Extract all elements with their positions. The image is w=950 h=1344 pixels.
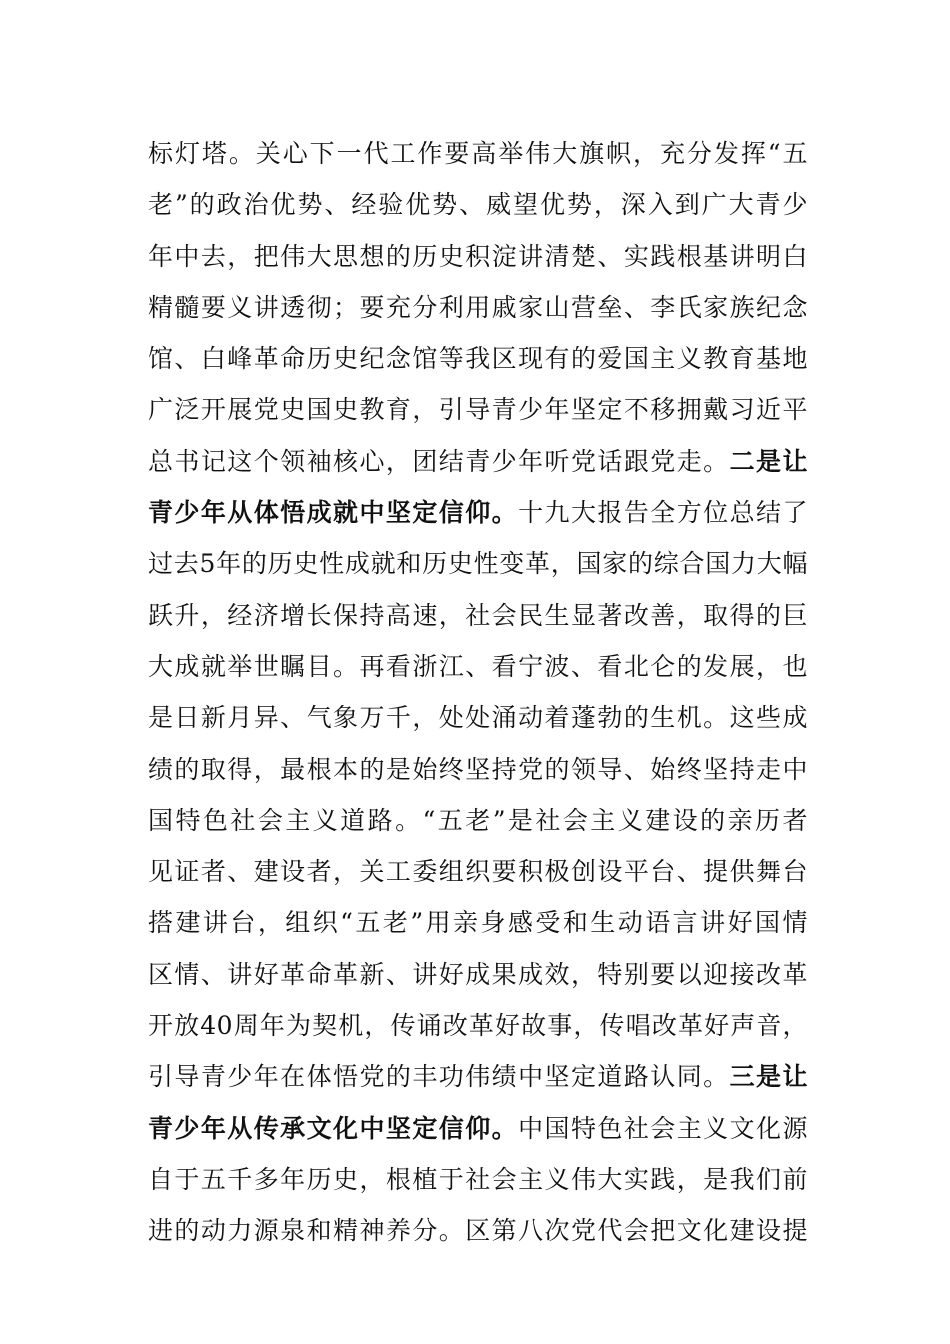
text-segment: 馆、白峰革命历史纪念馆等我区现有的爱国主义教育基地 bbox=[148, 344, 808, 374]
text-segment: 广泛开展党史国史教育，引导青少年坚定不移拥戴习近平 bbox=[148, 395, 808, 425]
text-segment: 见证者、建设者，关工委组织要积极创设平台、提供舞台 bbox=[148, 857, 808, 887]
text-segment: 跃升，经济增长保持高速，社会民生显著改善，取得的巨 bbox=[148, 600, 808, 630]
text-line bbox=[148, 949, 808, 1000]
text-segment: 进的动力源泉和精神养分。区第八次党代会把文化建设提 bbox=[148, 1216, 808, 1246]
bold-text-segment: 三是让 bbox=[729, 1062, 808, 1092]
text-segment: 精髓要义讲透彻；要充分利用戚家山营垒、李氏家族纪念 bbox=[148, 292, 808, 322]
text-line bbox=[148, 1000, 808, 1051]
bold-text-segment: 二是让 bbox=[729, 446, 808, 476]
text-segment: 引导青少年在体悟党的丰功伟绩中坚定道路认同。 bbox=[148, 1062, 730, 1092]
text-line bbox=[148, 692, 808, 743]
bold-text-segment: 青少年从体悟成就中坚定信仰。 bbox=[148, 498, 519, 528]
text-line bbox=[148, 846, 808, 897]
text-line bbox=[148, 641, 808, 692]
text-line bbox=[148, 179, 808, 230]
text-segment: 中国特色社会主义文化源 bbox=[518, 1113, 808, 1143]
text-segment: 标灯塔。关心下一代工作要高举伟大旗帜，充分发挥“五 bbox=[148, 139, 808, 168]
text-line bbox=[148, 1154, 808, 1205]
text-segment: 总书记这个领袖核心，团结青少年听党话跟党走。 bbox=[148, 446, 730, 476]
text-line bbox=[148, 128, 808, 179]
text-line bbox=[148, 1205, 808, 1256]
text-line bbox=[148, 744, 808, 795]
text-line bbox=[148, 538, 808, 589]
text-line bbox=[148, 487, 808, 538]
text-segment: 搭建讲台，组织“五老”用亲身感受和生动语言讲好国情 bbox=[148, 908, 808, 938]
text-segment: 是日新月异、气象万千，处处涌动着蓬勃的生机。这些成 bbox=[148, 703, 808, 733]
text-segment: 自于五千多年历史，根植于社会主义伟大实践，是我们前 bbox=[148, 1164, 808, 1194]
text-line bbox=[148, 1103, 808, 1154]
text-segment: 年中去，把伟大思想的历史积淀讲清楚、实践根基讲明白 bbox=[148, 241, 808, 271]
text-line bbox=[148, 436, 808, 487]
text-segment: 开放40周年为契机，传诵改革好故事，传唱改革好声音， bbox=[148, 1011, 808, 1041]
text-line bbox=[148, 384, 808, 435]
bold-text-segment: 青少年从传承文化中坚定信仰。 bbox=[148, 1113, 519, 1143]
text-line bbox=[148, 590, 808, 641]
text-line bbox=[148, 897, 808, 948]
text-line bbox=[148, 231, 808, 282]
text-line bbox=[148, 1051, 808, 1102]
text-segment: 十九大报告全方位总结了 bbox=[518, 498, 808, 528]
text-line bbox=[148, 795, 808, 846]
text-line bbox=[148, 333, 808, 384]
text-segment: 区情、讲好革命革新、讲好成果成效，特别要以迎接改革 bbox=[148, 959, 808, 989]
text-line bbox=[148, 282, 808, 333]
text-segment: 国特色社会主义道路。“五老”是社会主义建设的亲历者 bbox=[148, 805, 808, 835]
text-segment: 过去5年的历史性成就和历史性变革，国家的综合国力大幅 bbox=[148, 549, 808, 579]
body-paragraph bbox=[148, 128, 808, 1257]
text-segment: 老”的政治优势、经验优势、威望优势，深入到广大青少 bbox=[148, 190, 808, 220]
text-segment: 大成就举世瞩目。再看浙江、看宁波、看北仑的发展，也 bbox=[148, 651, 808, 681]
text-segment: 绩的取得，最根本的是始终坚持党的领导、始终坚持走中 bbox=[148, 754, 808, 784]
